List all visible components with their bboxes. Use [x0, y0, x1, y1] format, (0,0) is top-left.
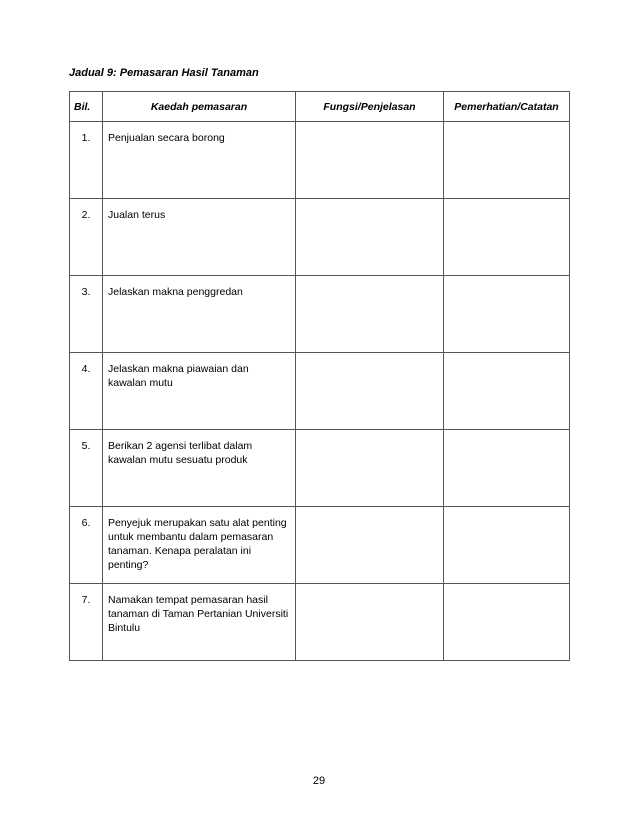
marketing-table: [69, 91, 570, 661]
function-cell: [296, 276, 444, 353]
method-text: Penjualan secara borong: [108, 132, 225, 144]
function-cell: [296, 584, 444, 661]
notes-cell: [444, 430, 570, 507]
header-kaedah-pemasaran: Kaedah pemasaran: [103, 92, 296, 122]
notes-text: [444, 507, 569, 516]
table-header-row: [70, 92, 570, 122]
notes-text: [444, 199, 569, 208]
function-text: [296, 584, 443, 593]
table-row: [70, 199, 570, 276]
notes-cell: [444, 507, 570, 584]
row-number: 4.: [81, 363, 91, 375]
header-pemerhatian-catatan: Pemerhatian/Catatan: [444, 92, 570, 122]
method-cell: [103, 276, 296, 353]
table-title: Jadual 9: Pemasaran Hasil Tanaman: [69, 67, 259, 79]
method-text: Berikan 2 agensi terlibat dalam kawalan mutu sesuatu produk: [108, 440, 253, 466]
method-text: Penyejuk merupakan satu alat penting untuk membantu dalam pemasaran tanaman. Kenapa peralatan ini penting?: [108, 517, 287, 571]
row-number: 5.: [81, 440, 91, 452]
notes-cell: [444, 584, 570, 661]
notes-text: [444, 122, 569, 131]
method-cell: [103, 122, 296, 199]
row-number-cell: [70, 122, 103, 199]
function-cell: [296, 507, 444, 584]
function-text: [296, 276, 443, 285]
row-number: 3.: [81, 286, 91, 298]
table-row: [70, 353, 570, 430]
method-cell: [103, 584, 296, 661]
row-number-cell: [70, 353, 103, 430]
notes-text: [444, 353, 569, 362]
table-row: [70, 276, 570, 353]
function-text: [296, 122, 443, 131]
row-number-cell: [70, 276, 103, 353]
notes-cell: [444, 353, 570, 430]
method-text: Jualan terus: [108, 209, 166, 221]
row-number: 2.: [81, 209, 91, 221]
page-number: 29: [312, 775, 326, 787]
row-number: 6.: [81, 517, 91, 529]
table-row: [70, 584, 570, 661]
table-row: [70, 430, 570, 507]
table-row: [70, 122, 570, 199]
table-row: [70, 507, 570, 584]
row-number-cell: [70, 507, 103, 584]
notes-text: [444, 276, 569, 285]
row-number: 1.: [81, 132, 91, 144]
function-cell: [296, 122, 444, 199]
notes-cell: [444, 122, 570, 199]
function-text: [296, 430, 443, 439]
row-number-cell: [70, 584, 103, 661]
function-text: [296, 507, 443, 516]
method-text: Namakan tempat pemasaran hasil tanaman di Taman Pertanian Universiti Bintulu: [108, 594, 289, 634]
function-cell: [296, 430, 444, 507]
row-number-cell: [70, 199, 103, 276]
header-bil: Bil.: [70, 92, 103, 122]
function-cell: [296, 199, 444, 276]
notes-cell: [444, 276, 570, 353]
function-cell: [296, 353, 444, 430]
notes-cell: [444, 199, 570, 276]
method-cell: [103, 353, 296, 430]
method-cell: [103, 507, 296, 584]
method-text: Jelaskan makna penggredan: [108, 286, 243, 298]
header-fungsi-penjelasan: Fungsi/Penjelasan: [296, 92, 444, 122]
notes-text: [444, 584, 569, 593]
notes-text: [444, 430, 569, 439]
function-text: [296, 353, 443, 362]
row-number: 7.: [81, 594, 91, 606]
method-text: Jelaskan makna piawaian dan kawalan mutu: [108, 363, 249, 389]
row-number-cell: [70, 430, 103, 507]
method-cell: [103, 430, 296, 507]
function-text: [296, 199, 443, 208]
method-cell: [103, 199, 296, 276]
